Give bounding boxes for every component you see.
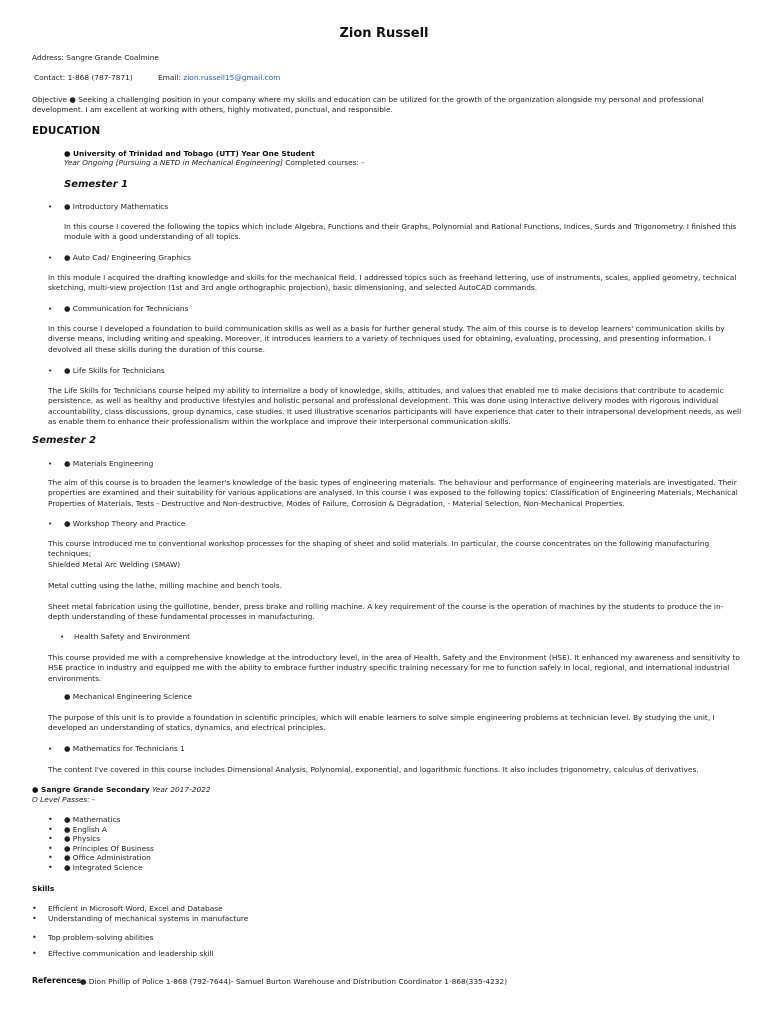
bullet-dot: • <box>48 304 53 313</box>
semester-1-heading: Semester 1 <box>64 179 129 190</box>
utt-title: ● University of Trinidad and Tobago (UTT) Year One Student <box>64 149 315 158</box>
bullet-dot: • <box>48 202 53 211</box>
o-level-list <box>48 815 154 873</box>
list-item: • Understanding of mechanical systems in manufacture <box>32 914 248 924</box>
bullet-dot: • <box>48 366 53 375</box>
email-link[interactable]: zion.russell15@gmail.com <box>183 73 281 82</box>
list-item: • ● Principles Of Business <box>48 844 154 854</box>
course-description: In this module I acquired the drafting knowledge and skills for the mechanical field. I addressed topics such as freehand lettering, use of instruments, scales, applied geometry, technical sketching, multi-view projection (1st and 3rd angle orthographic projection), basic dimensioning, and selected AutoCAD commands. <box>48 273 737 293</box>
course-title: Health Safety and Environment <box>74 632 191 641</box>
skills-list <box>32 949 214 959</box>
skills-list <box>32 933 153 943</box>
references-text: ● Dion Phillip of Police 1-868 (792-7644)- Samuel Burton Warehouse and Distribution Coordinator 1-868(335-4232) <box>80 977 508 986</box>
address: Address: Sangre Grande Coalmine <box>32 53 159 62</box>
email-label: Email: <box>158 73 181 82</box>
skills-list <box>32 904 248 923</box>
skills-heading: Skills <box>32 884 55 893</box>
bullet-dot: • <box>60 632 65 641</box>
utt-year: Year Ongoing [Pursuing a NETD in Mechanical Engineering] <box>64 158 283 167</box>
semester-2-heading: Semester 2 <box>32 435 97 446</box>
bullet-dot: • <box>48 459 53 468</box>
course-title: ● Life Skills for Technicians <box>64 366 165 375</box>
objective: Objective ● Seeking a challenging position in your company where my skills and education can be utilized for the growth of the organization alongside my personal and professional development. I am excellent at working with others, highly motivated, punctual, and responsible. <box>32 95 704 115</box>
technique-sheet-metal: Sheet metal fabrication using the guillotine, bender, press brake and rolling machine. A key requirement of the course is the operation of machines by the students to produce the in-depth understanding of these fundamental processes in manufacturing. <box>48 602 724 622</box>
bullet-dot: • <box>48 744 53 753</box>
list-item: • ● Mathematics <box>48 815 154 825</box>
list-item: • Effective communication and leadership skill <box>32 949 214 959</box>
list-item: • ● Physics <box>48 834 154 844</box>
email-line <box>158 73 280 83</box>
course-description: The content I've covered in this course includes Dimensional Analysis, Polynomial, exponential, and logarithmic functions. It also includes trigonometry, calculus of derivatives. <box>48 765 699 774</box>
course-title: ● Materials Engineering <box>64 459 154 468</box>
bullet-dot: • <box>48 519 53 528</box>
utt-completed: Completed courses: - <box>282 158 364 167</box>
list-item: • ● Integrated Science <box>48 863 154 873</box>
course-description: The Life Skills for Technicians course helped my ability to internalize a body of knowledge, skills, attitudes, and values that enabled me to make decisions that contribute to academic persistence, as well as healthy and productive lifestyles and holistic personal and professional development. This was done using interactive delivery modes with rigorous individual accountability, class discussions, group dynamics, case studies. It used illustrative scenarios participants will have experience that cater to their intrapersonal development needs, as well as enable them to enhance their professionalism within the workplace and improve their interpersonal communication skills. <box>48 386 742 427</box>
o-level-heading: O Level Passes: - <box>32 795 95 804</box>
course-title: ● Introductory Mathematics <box>64 202 169 211</box>
list-item: • Efficient in Microsoft Word, Excel and Database <box>32 904 248 914</box>
course-title: ● Communication for Technicians <box>64 304 189 313</box>
secondary-school-year: Year 2017-2022 <box>149 785 211 794</box>
course-description: In this course I covered the following the topics which include Algebra, Functions and their Graphs, Polynomial and Rational Functions, Indices, Surds and Trigonometry. I finished this module with a good understanding of all topics. <box>64 222 737 242</box>
course-title: ● Workshop Theory and Practice <box>64 519 186 528</box>
technique-smaw: Shielded Metal Arc Welding (SMAW) <box>48 560 181 569</box>
course-description: This course provided me with a comprehensive knowledge at the introductory level, in the area of Health, Safety and the Environment (HSE). It enhanced my awareness and sensitivity to HSE practice in industry and equipped me with the ability to embrace further industry specific training necessary for me to function safely in local, regional, and international industrial environments. <box>48 653 740 683</box>
list-item: • ● English A <box>48 825 154 835</box>
contact-phone: Contact: 1-868 (787-7871) <box>34 73 133 82</box>
technique-metal-cutting: Metal cutting using the lathe, milling machine and bench tools. <box>48 581 282 590</box>
list-item: • Top problem-solving abilities <box>32 933 153 943</box>
education-heading: EDUCATION <box>32 125 101 137</box>
course-title: ● Auto Cad/ Engineering Graphics <box>64 253 191 262</box>
course-title: ● Mathematics for Technicians 1 <box>64 744 185 753</box>
resume-name: Zion Russell <box>339 26 429 41</box>
course-description: The aim of this course is to broaden the learner's knowledge of the basic types of engineering materials. The behaviour and performance of engineering materials are investigated. Their properties are examined and their suitability for various applications are analysed. In this course I was exposed to the following topics: Classification of Engineering Materials, Mechanical Properties of Materials, Tests - Destructive and Non-destructive, Modes of Failure, Corrosion & Degradation, - Material Selection, Non-Mechanical Properties. <box>48 478 738 508</box>
bullet-dot: • <box>48 253 53 262</box>
secondary-school-line <box>32 785 211 795</box>
secondary-school-title: ● Sangre Grande Secondary <box>32 785 150 794</box>
references-heading: References <box>32 976 82 985</box>
utt-details <box>64 158 364 168</box>
list-item: • ● Office Administration <box>48 853 154 863</box>
course-title: ● Mechanical Engineering Science <box>64 692 193 701</box>
course-description: In this course I developed a foundation to build communication skills as well as a basis for further general study. The aim of this course is to develop learners' communication skills by diverse means, including writing and speaking. Moreover, it introduces learners to a variety of techniques used for obtaining, evaluating, processing, and presenting information. I devolved all these skills during the duration of this course. <box>48 324 725 354</box>
course-description: The purpose of this unit is to provide a foundation in scientific principles, which will enable learners to solve simple engineering problems at technician level. By studying the unit, I developed an understanding of statics, dynamics, and electrical principles. <box>48 713 715 733</box>
course-description: This course introduced me to conventional workshop processes for the shaping of sheet and solid materials. In particular, the course concentrates on the following manufacturing techniques; <box>48 539 710 559</box>
